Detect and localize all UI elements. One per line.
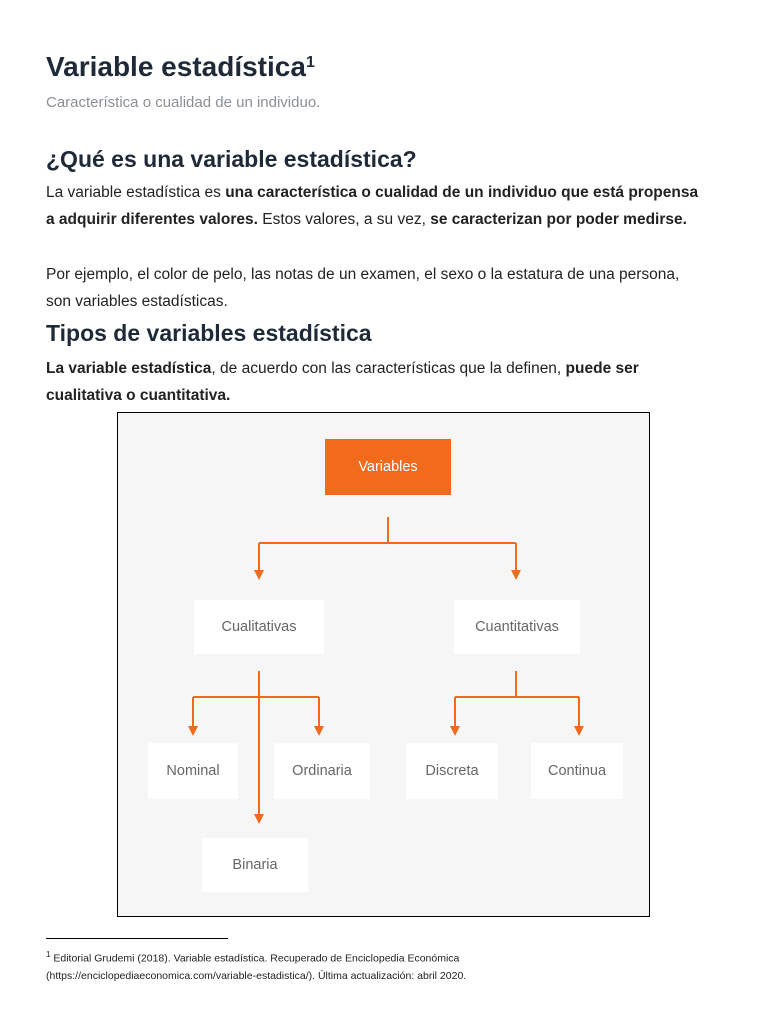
node-cuantitativas: Cuantitativas: [454, 600, 580, 654]
section-heading-types: Tipos de variables estadística: [46, 320, 372, 346]
footnote-reference[interactable]: 1: [305, 54, 315, 71]
page-title: [46, 50, 315, 84]
node-discreta: Discreta: [406, 743, 498, 799]
footnote-citation-line1: Editorial Grudemi (2018). Variable estadística. Recuperado de Enciclopedia Económica: [53, 952, 460, 965]
footnote-separator: [46, 938, 228, 939]
bold-text-run: se caracterizan por poder medirse.: [430, 211, 687, 228]
node-variables: Variables: [325, 439, 451, 495]
text-run: , de acuerdo con las características que la definen,: [211, 360, 566, 377]
node-nominal: Nominal: [148, 743, 238, 799]
bold-text-run: La variable estadística: [46, 360, 212, 377]
variables-tree-diagram: [117, 412, 650, 917]
text-run: Estos valores, a su vez,: [257, 211, 431, 228]
footnote: [46, 946, 726, 985]
section-heading-what-is: ¿Qué es una variable estadística?: [46, 146, 417, 172]
node-cualitativas: Cualitativas: [194, 600, 324, 654]
page-subtitle: Característica o cualidad de un individuo.: [46, 94, 321, 111]
text-run: La variable estadística es: [46, 184, 226, 201]
section2-paragraph: [46, 355, 706, 409]
bold-text-run: puede ser cualitativa o cuantitativa.: [46, 360, 639, 404]
bold-text-run: una característica o cualidad de un individuo que está propensa a adquirir diferentes valores.: [46, 184, 699, 228]
section1-paragraph-definition: [46, 179, 706, 233]
node-ordinaria: Ordinaria: [274, 743, 370, 799]
title-text: Variable estadística: [46, 51, 306, 82]
section1-paragraph-example: Por ejemplo, el color de pelo, las notas de un examen, el sexo o la estatura de una persona, son variables estadísticas.: [46, 266, 680, 310]
footnote-citation-line2[interactable]: (https://enciclopediaeconomica.com/variable-estadistica/). Última actualización: abril 2020.: [46, 969, 467, 982]
footnote-marker: 1: [46, 950, 51, 959]
node-binaria: Binaria: [202, 838, 308, 892]
node-continua: Continua: [531, 743, 623, 799]
